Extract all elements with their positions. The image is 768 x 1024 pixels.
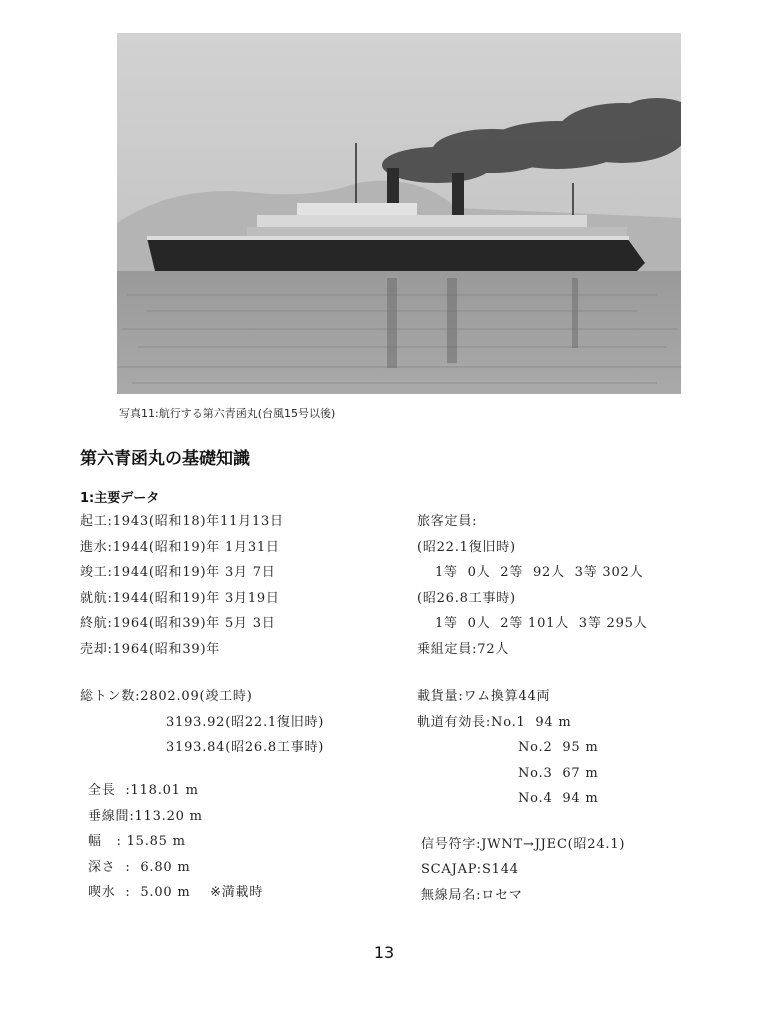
passenger-classes-2: 1等 0人 2等 101人 3等 295人 [435,616,648,631]
date-sold: 売却:1964(昭和39)年 [80,642,221,657]
crew-capacity: 乗組定員:72人 [417,642,510,657]
track-length-4: No.4 94 m [518,791,599,806]
cargo-load: 載貨量:ワム換算44両 [417,689,551,704]
tonnage-1951: 3193.84(昭26.8工事時) [166,740,325,755]
date-service-end: 終航:1964(昭和39)年 5月 3日 [80,616,276,631]
date-service-start: 就航:1944(昭和19)年 3月19日 [80,591,280,606]
track-length-2: No.2 95 m [518,740,599,755]
dimension-length-perpendiculars: 垂線間:113.20 m [88,809,203,824]
date-launched: 進水:1944(昭和19)年 1月31日 [80,540,280,555]
tonnage-completion: 総トン数:2802.09(竣工時) [80,689,253,704]
tonnage-1947: 3193.92(昭22.1復旧時) [166,715,325,730]
call-sign: 信号符字:JWNT→JJEC(昭24.1) [421,837,626,852]
passenger-classes-1: 1等 0人 2等 92人 3等 302人 [435,565,644,580]
dimension-breadth: 幅 : 15.85 m [88,834,186,849]
date-completed: 竣工:1944(昭和19)年 3月 7日 [80,565,276,580]
passenger-period-2: (昭26.8工事時) [417,591,516,606]
track-length-1: 軌道有効長:No.1 94 m [417,715,572,730]
track-length-3: No.3 67 m [518,766,599,781]
photo-caption: 写真11:航行する第六青函丸(台風15号以後) [119,407,336,420]
dimension-length-overall: 全長 :118.01 m [88,783,199,798]
ship-photo [117,33,681,394]
page-number: 13 [373,943,395,962]
date-keel-laid: 起工:1943(昭和18)年11月13日 [80,514,284,529]
passenger-period-1: (昭22.1復旧時) [417,540,516,555]
section-heading: 1:主要データ [80,491,160,506]
radio-station-name: 無線局名:ロセマ [421,888,523,903]
dimension-draft: 喫水 : 5.00 m ※満載時 [88,885,264,900]
passenger-label: 旅客定員: [417,514,478,529]
dimension-depth: 深さ : 6.80 m [88,860,191,875]
page-title: 第六青函丸の基礎知識 [80,449,250,469]
scajap-number: SCAJAP:S144 [421,862,519,877]
